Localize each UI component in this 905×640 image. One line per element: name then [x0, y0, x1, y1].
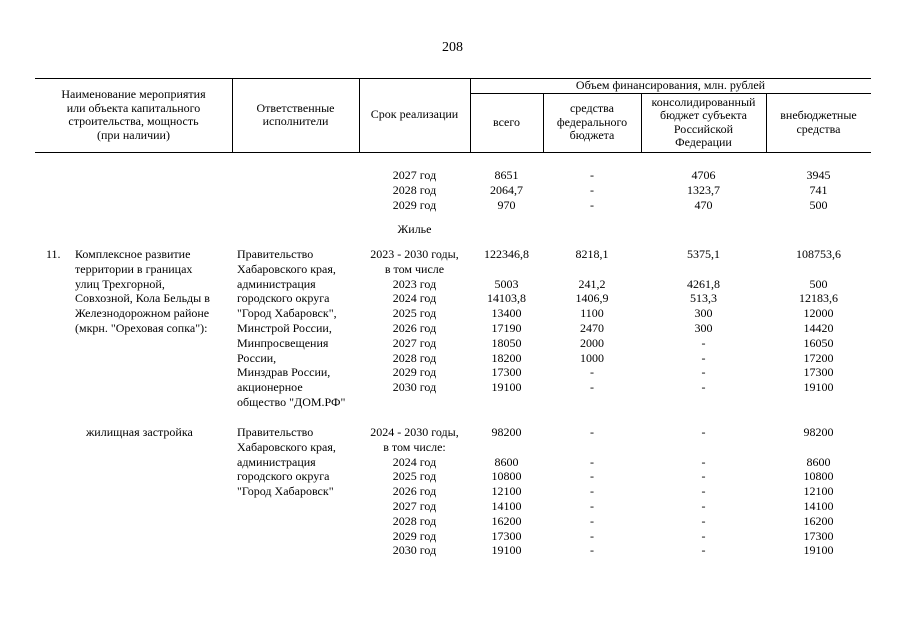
cont-regional: 470 — [694, 198, 713, 212]
subitem-total: 98200 8600 10800 12100 14100 16200 17300 19100 — [491, 425, 522, 558]
header-regional: консолидированный бюджет субъекта Российской Федерации — [651, 94, 756, 149]
header-federal: средства федерального бюджета — [556, 101, 628, 143]
subitem-offbudget: 98200 8600 10800 12100 14100 16200 17300 19100 — [803, 425, 834, 558]
item-regional: 5375,1 4261,8 513,3 300 300 - - - - — [687, 247, 720, 395]
cont-offbudget: 741 — [809, 183, 828, 197]
cont-total: 970 — [497, 198, 516, 212]
header-offbudget: внебюджетные средства — [780, 108, 857, 136]
header-bottom-rule — [35, 152, 871, 153]
cont-federal: - — [590, 183, 594, 197]
cont-offbudget: 3945 — [806, 168, 831, 182]
item-number: 11. — [46, 247, 61, 261]
item-responsible: Правительство Хабаровского края, администрация городского округа "Город Хабаровск", Минстрой России, Минпросвещения России, Минздрав России, акционерное общество "ДОМ.РФ" — [237, 247, 346, 409]
item-offbudget: 108753,6 500 12183,6 12000 14420 16050 17200 17300 19100 — [796, 247, 841, 395]
cont-year: 2029 год — [392, 198, 437, 212]
item-name: Комплексное развитие территории в границах улиц Трехгорной, Совхозной, Кола Бельды в Железнодорожном районе (мкрн. "Ореховая сопка"): — [75, 247, 210, 335]
cont-year: 2028 год — [392, 183, 437, 197]
subitem-term: 2024 - 2030 годы, в том числе: 2024 год 2025 год 2026 год 2027 год 2028 год 2029 год 2030 год — [370, 425, 459, 558]
header-responsible: Ответственные исполнители — [256, 100, 335, 128]
item-term: 2023 - 2030 годы, в том числе 2023 год 2024 год 2025 год 2026 год 2027 год 2028 год 2029 год 2030 год — [370, 247, 459, 395]
header-name: Наименование мероприятия или объекта капитального строительства, мощность (при наличии) — [61, 87, 206, 142]
subitem-federal: - - - - - - - - — [590, 425, 594, 558]
subitem-name: жилищная застройка — [86, 425, 193, 439]
subitem-regional: - - - - - - - - — [701, 425, 706, 558]
item-federal: 8218,1 241,2 1406,9 1100 2470 2000 1000 - - — [575, 247, 609, 395]
cont-total: 8651 — [494, 168, 519, 182]
item-total: 122346,8 5003 14103,8 13400 17190 18050 18200 17300 19100 — [484, 247, 529, 395]
subitem-responsible: Правительство Хабаровского края, администрация городского округа "Город Хабаровск" — [237, 425, 336, 499]
header-total: всего — [492, 114, 521, 129]
cont-offbudget: 500 — [809, 198, 828, 212]
cont-federal: - — [590, 168, 594, 182]
header-term: Срок реализации — [370, 107, 459, 122]
cont-regional: 4706 — [691, 168, 716, 182]
page-number: 208 — [442, 40, 463, 55]
header-funding: Объем финансирования, млн. рублей — [575, 78, 766, 93]
cont-total: 2064,7 — [490, 183, 523, 197]
section-title: Жилье — [397, 222, 432, 236]
cont-year: 2027 год — [392, 168, 437, 182]
cont-federal: - — [590, 198, 594, 212]
cont-regional: 1323,7 — [687, 183, 720, 197]
